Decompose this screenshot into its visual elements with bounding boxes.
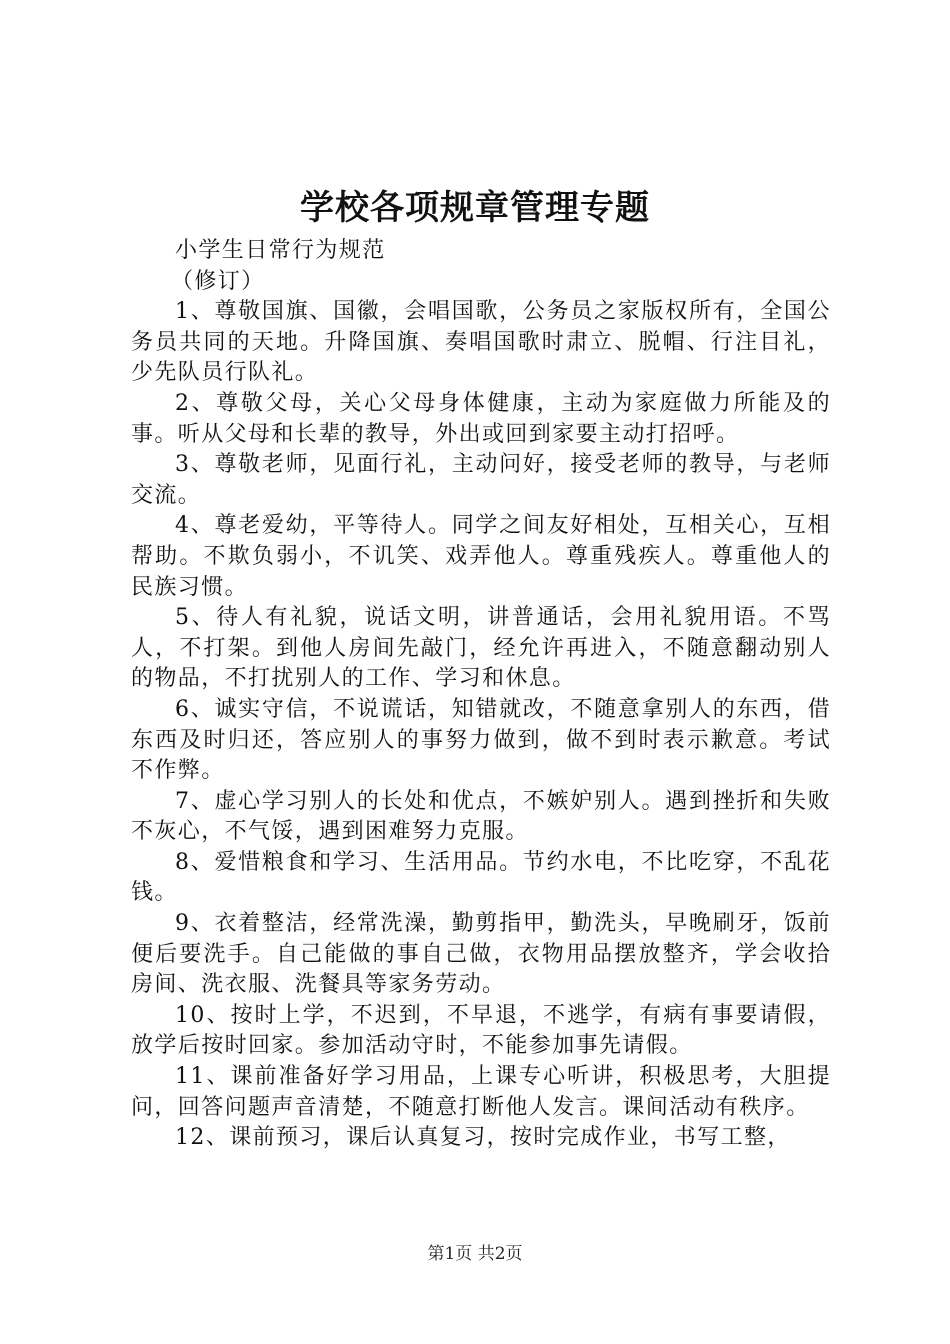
- rule-paragraph-1: 1、尊敬国旗、国徽，会唱国歌，公务员之家版权所有，全国公务员共同的天地。升降国旗、奏唱国歌时肃立、脱帽、行注目礼，少先队员行队礼。: [131, 299, 831, 386]
- rule-paragraph-8: 8、爱惜粮食和学习、生活用品。节约水电，不比吃穿，不乱花钱。: [131, 849, 831, 906]
- rule-paragraph-9: 9、衣着整洁，经常洗澡，勤剪指甲，勤洗头，早晚刷牙，饭前便后要洗手。自己能做的事自己做，衣物用品摆放整齐，学会收拾房间、洗衣服、洗餐具等家务劳动。: [131, 911, 831, 998]
- rule-paragraph-2: 2、尊敬父母，关心父母身体健康，主动为家庭做力所能及的事。听从父母和长辈的教导，外出或回到家要主动打招呼。: [131, 390, 831, 447]
- rule-paragraph-6: 6、诚实守信，不说谎话，知错就改，不随意拿别人的东西，借东西及时归还，答应别人的事努力做到，做不到时表示歉意。考试不作弊。: [131, 696, 831, 784]
- rule-paragraph-10: 10、按时上学，不迟到，不早退，不逃学，有病有事要请假，放学后按时回家。参加活动守时，不能参加事先请假。: [131, 1002, 831, 1059]
- document-title: 学校各项规章管理专题: [300, 188, 650, 228]
- rule-paragraph-11: 11、课前准备好学习用品，上课专心听讲，积极思考，大胆提问，回答问题声音清楚，不随意打断他人发言。课间活动有秩序。: [131, 1064, 831, 1120]
- revision-note: （修订）: [171, 268, 265, 294]
- rule-paragraph-12: 12、课前预习，课后认真复习，按时完成作业，书写工整，: [175, 1125, 791, 1151]
- document-subtitle: 小学生日常行为规范: [175, 238, 386, 263]
- document-body: [131, 236, 831, 1154]
- rule-paragraph-7: 7、虚心学习别人的长处和优点，不嫉妒别人。遇到挫折和失败不灰心，不气馁，遇到困难努力克服。: [131, 788, 831, 845]
- rule-paragraph-5: 5、待人有礼貌，说话文明，讲普通话，会用礼貌用语。不骂人，不打架。到他人房间先敲门，经允许再进入，不随意翻动别人的物品，不打扰别人的工作、学习和休息。: [131, 605, 831, 692]
- rule-paragraph-3: 3、尊敬老师，见面行礼，主动问好，接受老师的教导，与老师交流。: [131, 452, 831, 508]
- page-indicator: 第1页 共2页: [427, 1244, 523, 1264]
- rule-paragraph-4: 4、尊老爱幼，平等待人。同学之间友好相处，互相关心，互相帮助。不欺负弱小，不讥笑、戏弄他人。尊重残疾人。尊重他人的民族习惯。: [131, 513, 831, 600]
